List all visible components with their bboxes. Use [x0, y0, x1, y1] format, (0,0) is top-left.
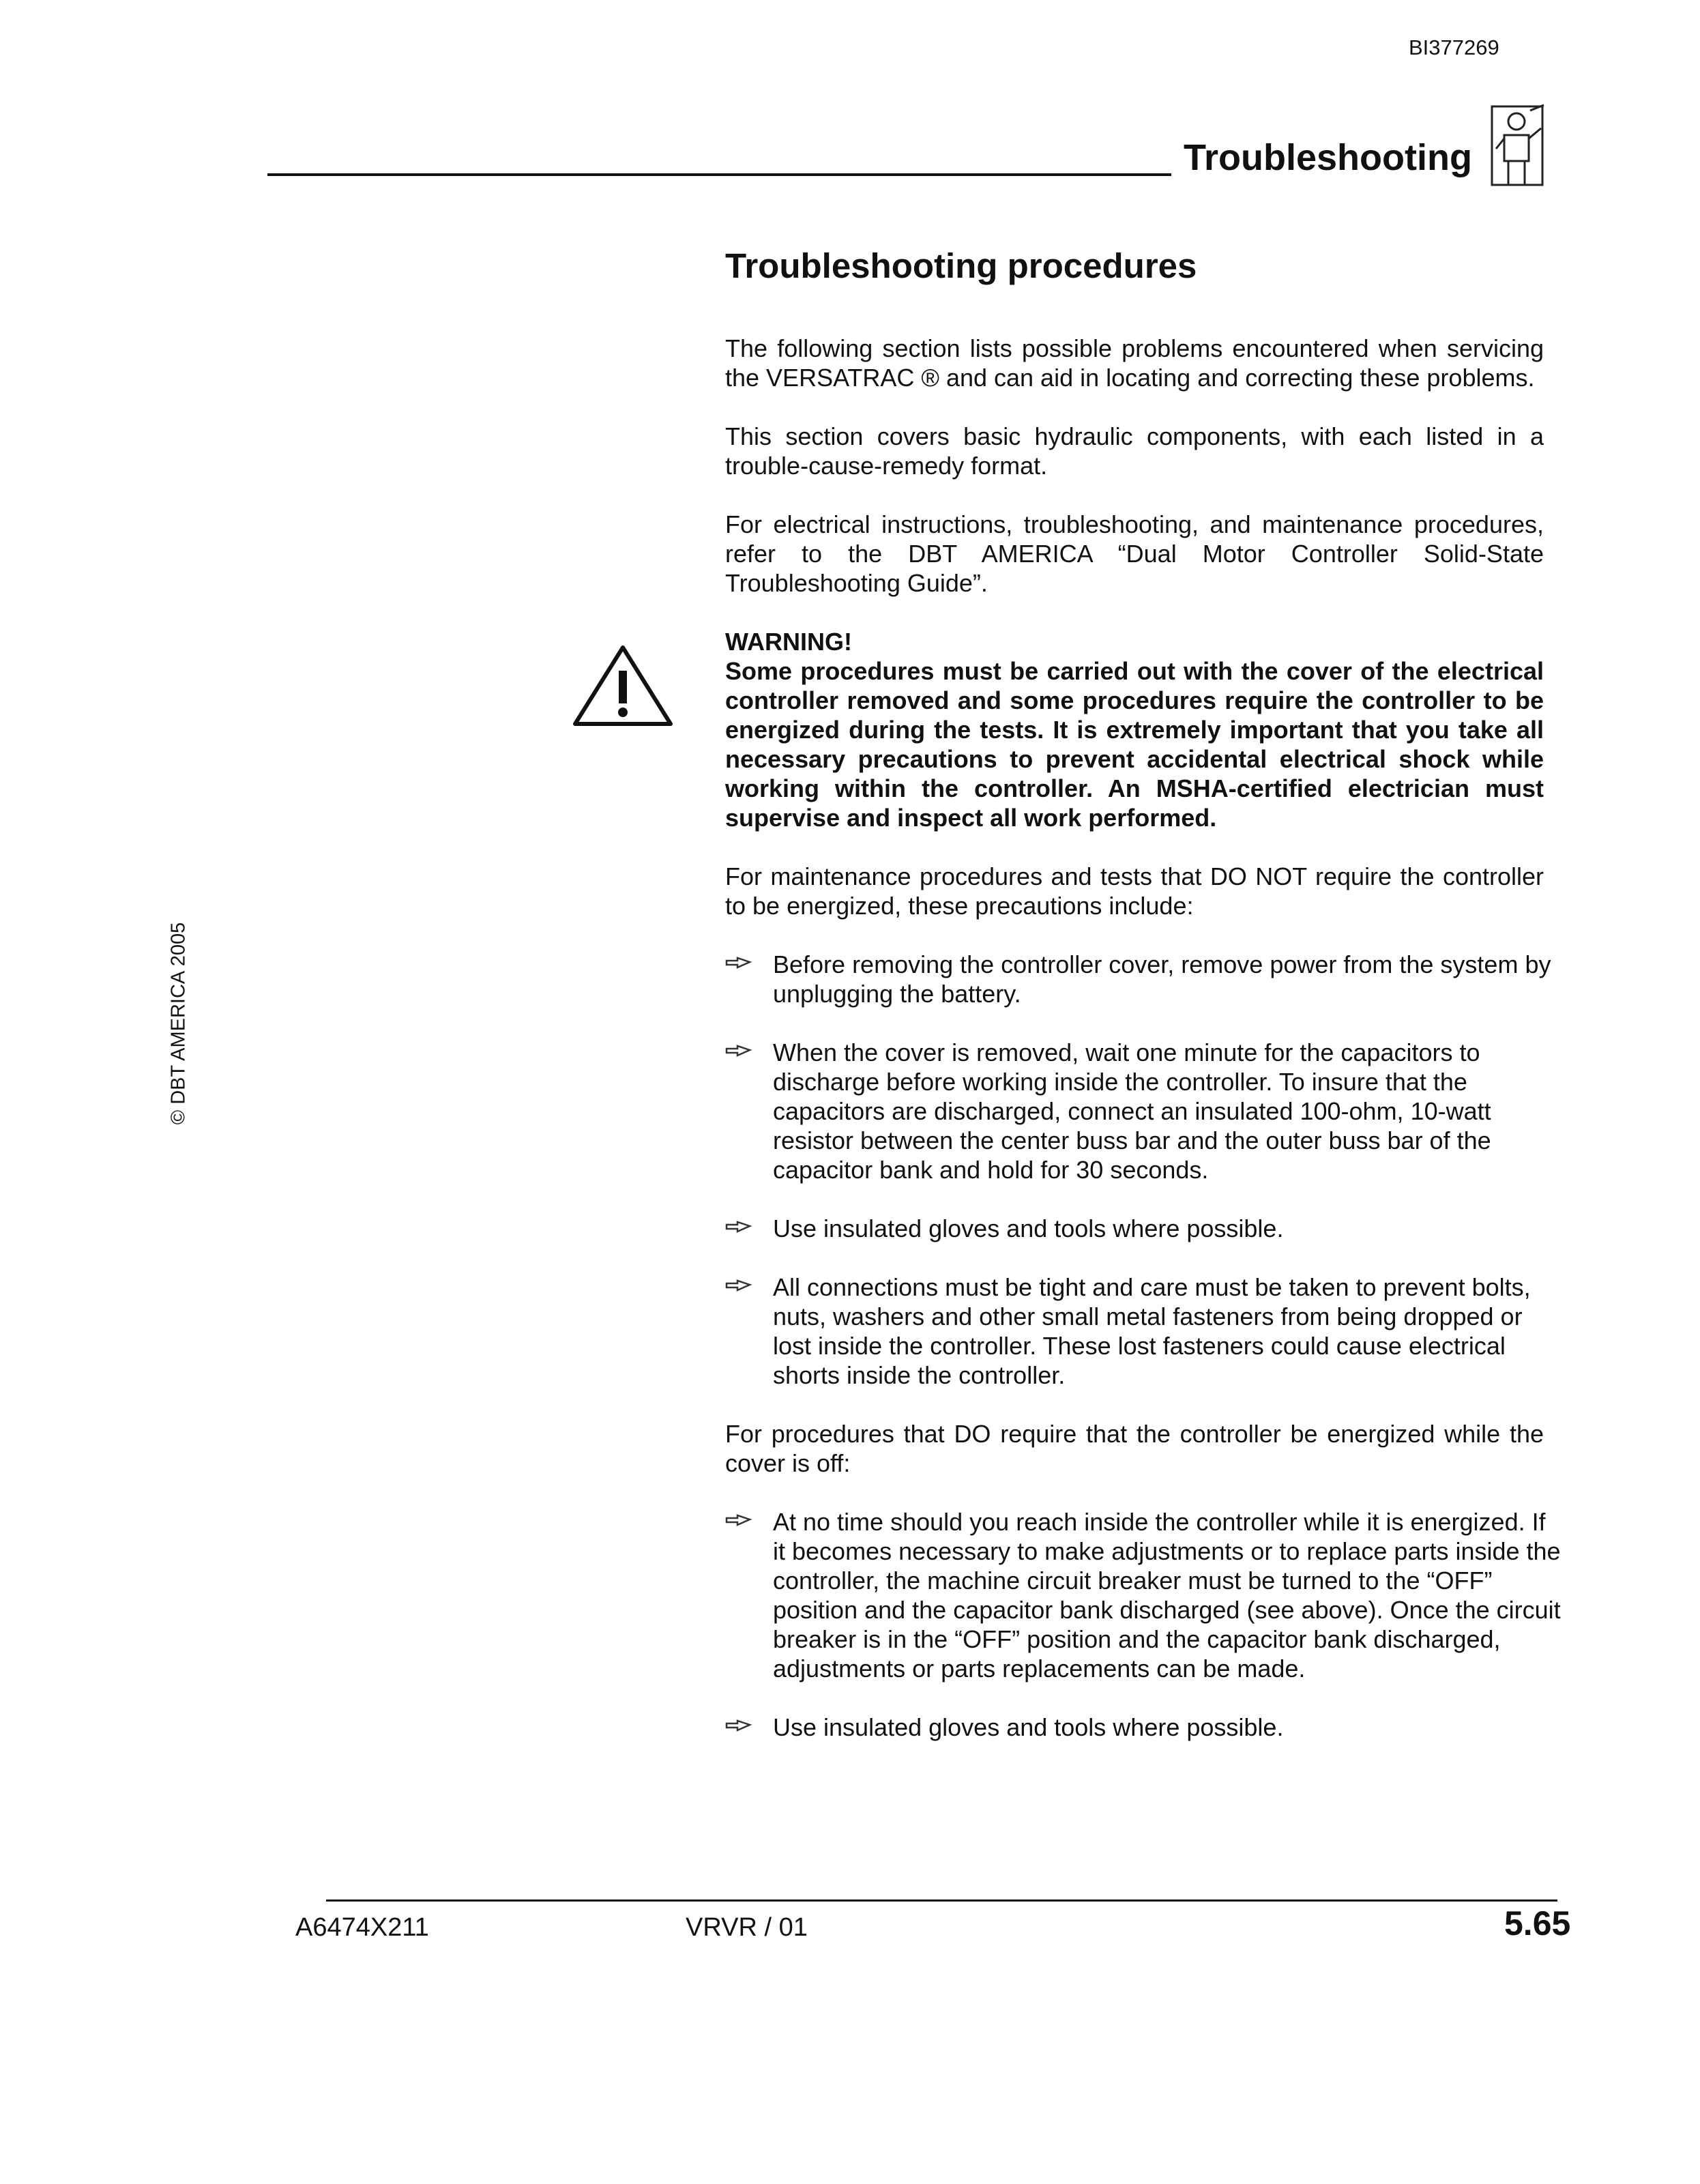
document-id: BI377269: [1409, 35, 1499, 59]
page-title: Troubleshooting procedures: [725, 246, 1197, 285]
footer-part-number: A6474X211: [295, 1913, 429, 1942]
paragraph-intro: The following section lists possible problems encountered when servicing the VERSATRAC ® and can aid in locating and correcting these problems.: [725, 334, 1544, 392]
footer-rule: [326, 1899, 1557, 1902]
warning-block: [725, 627, 1544, 832]
header-rule: [267, 173, 1171, 176]
warning-label: WARNING!: [725, 628, 852, 656]
pointing-hand-icon: [725, 1277, 752, 1296]
pointing-hand-icon: [725, 954, 752, 973]
pointing-hand-icon: [725, 1218, 752, 1237]
list-item: Use insulated gloves and tools where possible.: [725, 1713, 1564, 1742]
list-item: All connections must be tight and care must be taken to prevent bolts, nuts, washers and other small metal fasteners from being dropped or lost inside the controller. These lost fasteners could cause electrical shorts inside the controller.: [725, 1272, 1564, 1390]
page-number: 5.65: [1504, 1904, 1571, 1942]
pointing-hand-icon: [725, 1042, 752, 1061]
section-title: Troubleshooting: [1184, 137, 1472, 178]
warning-triangle-icon: [572, 643, 674, 729]
bullet-list-energize: [725, 1507, 1561, 1742]
paragraph-energize-intro: For procedures that DO require that the controller be energized while the cover is off:: [725, 1420, 1544, 1477]
paragraph-electrical: For electrical instructions, troubleshooting, and maintenance procedures, refer to the DBT AMERICA “Dual Motor Controller Solid-State Troubleshooting Guide”.: [725, 510, 1544, 597]
main-content: [725, 242, 1561, 1771]
list-item: When the cover is removed, wait one minute for the capacitors to discharge before working inside the controller. To insure that the capacitors are discharged, connect an insulated 100-ohm, 10-watt resistor between the center buss bar and the outer buss bar of the capacitor bank and hold for 30 seconds.: [725, 1038, 1564, 1184]
copyright-notice: © DBT AMERICA 2005: [167, 922, 190, 1125]
list-item: Use insulated gloves and tools where possible.: [725, 1214, 1564, 1243]
bullet-list-no-energize: [725, 950, 1551, 1390]
footer-revision: VRVR / 01: [686, 1913, 808, 1942]
mechanic-icon: [1489, 101, 1547, 190]
list-item: Before removing the controller cover, remove power from the system by unplugging the battery.: [725, 950, 1564, 1008]
paragraph-no-energize-intro: For maintenance procedures and tests that DO NOT require the controller to be energized, these precautions include:: [725, 862, 1544, 920]
warning-text: Some procedures must be carried out with the cover of the electrical controller removed and some procedures require the controller to be energized during the tests. It is extremely important that you take all necessary precautions to prevent accidental electrical shock while working within the controller. An MSHA-certified electrician must supervise and inspect all work performed.: [725, 657, 1544, 832]
list-item: At no time should you reach inside the controller while it is energized. If it becomes necessary to make adjustments or to replace parts inside the controller, the machine circuit breaker must be turned to the “OFF” position and the capacitor bank discharged (see above). Once the circuit breaker is in the “OFF” position and the capacitor bank discharged, adjustments or parts replacements can be made.: [725, 1507, 1564, 1683]
pointing-hand-icon: [725, 1717, 752, 1736]
pointing-hand-icon: [725, 1511, 752, 1530]
paragraph-scope: This section covers basic hydraulic components, with each listed in a trouble-cause-remedy format.: [725, 422, 1544, 480]
